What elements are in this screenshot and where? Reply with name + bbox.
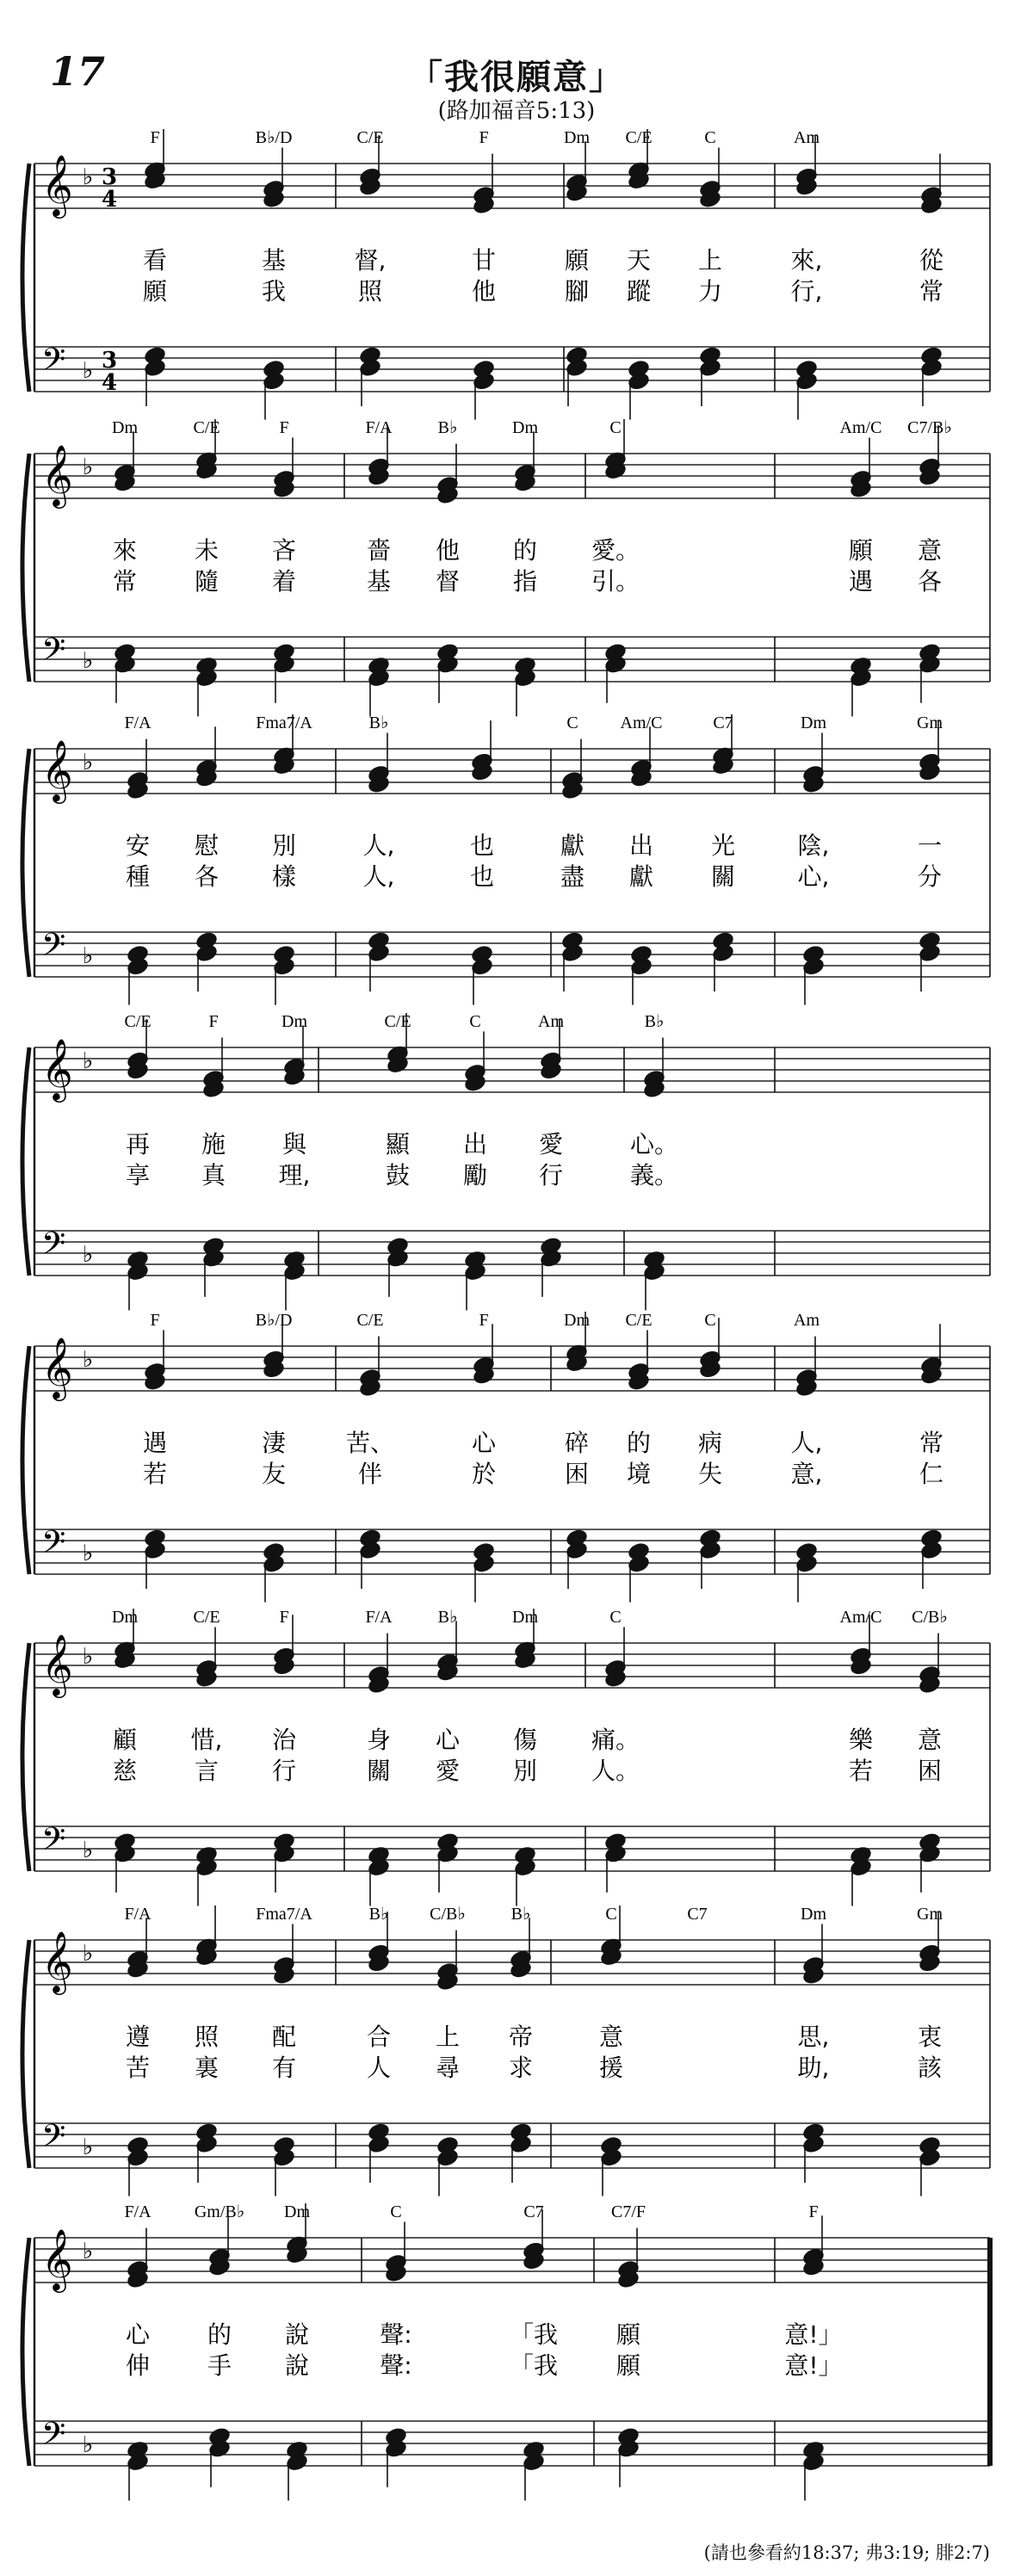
- lyric-verse1: 的: [512, 536, 538, 565]
- lyric-verse1: 心。: [629, 1130, 679, 1158]
- lyric-verse1: 意: [598, 2023, 624, 2051]
- lyric-verse2: 聲:: [380, 2351, 412, 2380]
- lyric-verse2: 鼓: [385, 1161, 411, 1189]
- lyric-verse2: 別: [512, 1757, 538, 1785]
- chord-symbol: B♭: [368, 713, 389, 732]
- lyric-verse2: 關: [366, 1757, 392, 1785]
- lyric-verse2: 隨: [194, 567, 220, 596]
- lyric-verse1: 天: [626, 246, 652, 275]
- lyric-verse1: 愛。: [591, 536, 640, 565]
- chord-symbol: F: [479, 128, 489, 147]
- lyric-verse2: 勵: [462, 1161, 488, 1189]
- lyric-verse1: 上: [435, 2023, 461, 2051]
- chord-symbol: F: [150, 1311, 160, 1330]
- lyric-verse2: 各: [194, 862, 220, 891]
- lyric-verse1: 意: [917, 1726, 943, 1754]
- lyric-verse1: 顧: [112, 1726, 138, 1754]
- flat-key-icon: ♭: [83, 1838, 94, 1863]
- lyric-verse1: 治: [271, 1726, 297, 1754]
- lyric-verse1: 從: [919, 246, 944, 275]
- lyric-verse1: 再: [125, 1130, 151, 1158]
- chord-symbol: C7: [687, 1905, 708, 1924]
- time-signature: 3: [102, 348, 118, 374]
- lyric-verse2: 樣: [271, 862, 297, 891]
- lyric-verse1: 說: [284, 2320, 310, 2349]
- lyric-verse1: 帝: [508, 2023, 534, 2051]
- lyric-verse2: 手: [207, 2351, 232, 2380]
- lyric-verse2: 着: [271, 567, 297, 596]
- chord-symbol: Fma7/A: [256, 713, 312, 732]
- lyric-verse2: 仁: [919, 1460, 944, 1488]
- lyric-verse2: 境: [626, 1460, 652, 1488]
- lyric-verse1: 來,: [790, 246, 823, 275]
- time-signature: 3: [102, 164, 118, 190]
- chord-symbol: F: [808, 2202, 819, 2221]
- chord-symbol: Dm: [564, 128, 590, 147]
- chord-symbol: Dm: [801, 1905, 826, 1924]
- lyric-verse2: 腳: [564, 277, 590, 306]
- lyric-verse2: 「我: [509, 2351, 559, 2380]
- flat-key-icon: ♭: [83, 1242, 94, 1268]
- lyric-verse1: 碎: [564, 1429, 590, 1457]
- lyric-verse1: 未: [194, 536, 220, 565]
- bass-clef-icon: 𝄢: [41, 927, 66, 971]
- lyric-verse2: 義。: [629, 1161, 679, 1189]
- chord-symbol: B♭: [437, 1608, 458, 1627]
- lyric-verse1: 人,: [362, 831, 395, 860]
- chord-symbol: F: [279, 1608, 289, 1627]
- system-brace: [22, 1643, 29, 1871]
- flat-key-icon: ♭: [83, 2432, 94, 2458]
- chord-symbol: C7/B♭: [907, 418, 952, 437]
- chord-symbol: Dm: [512, 1608, 538, 1627]
- treble-clef-icon: 𝄞: [41, 443, 73, 506]
- lyric-verse2: 常: [112, 567, 138, 596]
- flat-key-icon: ♭: [83, 943, 94, 969]
- chord-symbol: C: [704, 1311, 716, 1330]
- lyric-verse1: 惜,: [190, 1726, 223, 1754]
- chord-symbol: Dm: [564, 1311, 590, 1330]
- chord-symbol: F/A: [365, 1608, 393, 1627]
- chord-symbol: B♭: [437, 418, 458, 437]
- chord-symbol: C/B♭: [912, 1608, 948, 1627]
- lyric-verse1: 他: [435, 536, 461, 565]
- lyric-verse2: 伴: [357, 1460, 383, 1488]
- flat-key-icon: ♭: [83, 1941, 94, 1967]
- lyric-verse2: 關: [710, 862, 736, 891]
- lyric-verse1: 的: [207, 2320, 232, 2349]
- chord-symbol: B♭/D: [255, 1311, 293, 1330]
- chord-symbol: C: [609, 418, 622, 437]
- lyric-verse2: 引。: [591, 567, 640, 596]
- lyric-verse1: 遵: [125, 2023, 151, 2051]
- lyric-verse1: 光: [710, 831, 736, 860]
- lyric-verse1: 上: [697, 246, 723, 275]
- lyric-verse1: 吝: [271, 536, 297, 565]
- chord-symbol: C: [566, 713, 578, 732]
- cross-references: (請也參看約18:37; 弗3:19; 腓2:7): [703, 2542, 990, 2563]
- lyric-verse2: 說: [284, 2351, 310, 2380]
- chord-symbol: Gm: [917, 1905, 943, 1924]
- lyric-verse1: 「我: [509, 2320, 559, 2349]
- lyric-verse1: 衷: [917, 2023, 943, 2051]
- lyric-verse2: 指: [512, 567, 538, 596]
- treble-clef-icon: 𝄞: [41, 153, 73, 216]
- chord-symbol: C/E: [193, 1608, 220, 1627]
- lyric-verse2: 各: [917, 567, 943, 596]
- chord-symbol: Dm: [801, 713, 826, 732]
- flat-key-icon: ♭: [83, 1644, 94, 1670]
- system-brace: [22, 2238, 29, 2466]
- flat-key-icon: ♭: [83, 2239, 94, 2264]
- lyric-verse2: 人: [366, 2054, 392, 2082]
- chord-symbol: Dm: [512, 418, 538, 437]
- chord-symbol: C/E: [625, 128, 653, 147]
- lyric-verse1: 心: [471, 1429, 497, 1457]
- flat-key-icon: ♭: [83, 2134, 94, 2160]
- flat-key-icon: ♭: [83, 164, 94, 190]
- chord-symbol: Dm: [281, 1012, 307, 1031]
- treble-clef-icon: 𝄞: [41, 1037, 73, 1100]
- lyric-verse2: 行: [538, 1161, 564, 1189]
- chord-symbol: C/B♭: [430, 1905, 466, 1924]
- lyric-verse2: 常: [919, 277, 944, 306]
- lyric-verse2: 困: [564, 1460, 590, 1488]
- lyric-verse1: 施: [201, 1130, 226, 1158]
- chord-symbol: Gm: [917, 713, 943, 732]
- chord-symbol: F: [208, 1012, 219, 1031]
- flat-key-icon: ♭: [83, 750, 94, 775]
- system-brace: [22, 1047, 29, 1276]
- time-signature: 4: [102, 187, 118, 213]
- lyric-verse1: 意: [917, 536, 943, 565]
- bass-clef-icon: 𝄢: [41, 342, 66, 386]
- lyric-verse1: 願: [564, 246, 590, 275]
- lyric-verse1: 督,: [354, 246, 387, 275]
- lyric-verse1: 樂: [848, 1726, 874, 1754]
- treble-clef-icon: 𝄞: [41, 1930, 73, 1992]
- bass-clef-icon: 𝄢: [41, 2118, 66, 2162]
- time-signature: 4: [102, 370, 118, 396]
- system-brace: [22, 1346, 29, 1574]
- chord-symbol: C7: [523, 2202, 544, 2221]
- flat-key-icon: ♭: [83, 648, 94, 674]
- bass-clef-icon: 𝄢: [41, 632, 66, 676]
- lyric-verse2: 裏: [194, 2054, 220, 2082]
- lyric-verse1: 顯: [385, 1130, 411, 1158]
- lyric-verse2: 若: [142, 1460, 168, 1488]
- lyric-verse1: 愛: [538, 1130, 564, 1158]
- lyric-verse2: 若: [848, 1757, 874, 1785]
- lyric-verse2: 照: [357, 277, 383, 306]
- lyric-verse2: 伸: [125, 2351, 151, 2380]
- treble-clef-icon: 𝄞: [41, 1633, 73, 1696]
- chord-symbol: Dm: [284, 2202, 310, 2221]
- lyric-verse1: 陰,: [797, 831, 830, 860]
- lyric-verse2: 意!」: [784, 2351, 843, 2380]
- flat-key-icon: ♭: [83, 454, 94, 480]
- lyric-verse1: 基: [261, 246, 287, 275]
- chord-symbol: C/E: [193, 418, 220, 437]
- system-brace: [22, 1940, 29, 2168]
- chord-symbol: F/A: [124, 713, 152, 732]
- chord-symbol: B♭: [644, 1012, 665, 1031]
- chord-symbol: C7/F: [610, 2202, 646, 2221]
- lyric-verse2: 尋: [435, 2054, 461, 2082]
- chord-symbol: Fma7/A: [256, 1905, 312, 1924]
- lyric-verse1: 願: [615, 2320, 641, 2349]
- lyric-verse2: 盡: [560, 862, 585, 891]
- lyric-verse2: 友: [261, 1460, 287, 1488]
- lyric-verse2: 援: [598, 2054, 624, 2082]
- lyric-verse2: 慈: [112, 1757, 138, 1785]
- chord-symbol: B♭: [510, 1905, 531, 1924]
- treble-clef-icon: 𝄞: [41, 2227, 73, 2290]
- lyric-verse1: 安: [125, 831, 151, 860]
- chord-symbol: C: [469, 1012, 481, 1031]
- lyric-verse1: 人,: [790, 1429, 823, 1457]
- lyric-verse1: 出: [628, 831, 654, 860]
- chord-symbol: F: [479, 1311, 489, 1330]
- lyric-verse2: 理,: [278, 1161, 311, 1189]
- lyric-verse2: 我: [261, 277, 287, 306]
- bass-clef-icon: 𝄢: [41, 2416, 66, 2460]
- lyric-verse1: 淒: [261, 1429, 287, 1457]
- lyric-verse1: 來: [112, 536, 138, 565]
- lyric-verse2: 願: [142, 277, 168, 306]
- system-brace: [22, 749, 29, 977]
- lyric-verse1: 獻: [560, 831, 585, 860]
- treble-clef-icon: 𝄞: [41, 738, 73, 801]
- chord-symbol: F/A: [365, 418, 393, 437]
- lyric-verse2: 督: [435, 567, 461, 596]
- lyric-verse1: 身: [366, 1726, 392, 1754]
- lyric-verse2: 言: [194, 1757, 220, 1785]
- lyric-verse1: 別: [271, 831, 297, 860]
- lyric-verse1: 意!」: [784, 2320, 843, 2349]
- lyric-verse1: 痛。: [591, 1726, 640, 1754]
- flat-key-icon: ♭: [83, 1347, 94, 1373]
- chord-symbol: Dm: [112, 1608, 138, 1627]
- chord-symbol: F/A: [124, 2202, 152, 2221]
- lyric-verse2: 人,: [362, 862, 395, 891]
- lyric-verse1: 願: [848, 536, 874, 565]
- lyric-verse2: 困: [917, 1757, 943, 1785]
- lyric-verse1: 與: [281, 1130, 307, 1158]
- lyric-verse2: 心,: [797, 862, 830, 891]
- chord-symbol: Am/C: [839, 418, 882, 437]
- lyric-verse2: 求: [508, 2054, 534, 2082]
- lyric-verse2: 苦: [125, 2054, 151, 2082]
- chord-symbol: B♭: [368, 1905, 389, 1924]
- lyric-verse1: 也: [469, 831, 495, 860]
- lyric-verse1: 照: [194, 2023, 220, 2051]
- chord-symbol: C/E: [356, 1311, 384, 1330]
- lyric-verse2: 享: [125, 1161, 151, 1189]
- lyric-verse2: 意,: [790, 1460, 823, 1488]
- lyric-verse2: 也: [469, 862, 495, 891]
- lyric-verse1: 遇: [142, 1429, 168, 1457]
- chord-symbol: Gm/B♭: [194, 2202, 245, 2221]
- lyric-verse2: 失: [697, 1460, 723, 1488]
- lyric-verse2: 力: [697, 277, 723, 306]
- chord-symbol: Dm: [112, 418, 138, 437]
- chord-symbol: Am: [794, 128, 820, 147]
- lyric-verse2: 他: [471, 277, 497, 306]
- lyric-verse1: 心: [435, 1726, 461, 1754]
- lyric-verse1: 慰: [194, 831, 220, 860]
- flat-key-icon: ♭: [83, 1048, 94, 1074]
- chord-symbol: C: [605, 1905, 617, 1924]
- lyric-verse1: 聲:: [380, 2320, 412, 2349]
- lyric-verse2: 行,: [790, 277, 823, 306]
- chord-symbol: C: [704, 128, 716, 147]
- lyric-verse2: 獻: [628, 862, 654, 891]
- lyric-verse1: 苦、: [345, 1429, 395, 1457]
- lyric-verse2: 種: [125, 862, 151, 891]
- system-brace: [22, 164, 29, 392]
- chord-symbol: C: [390, 2202, 402, 2221]
- chord-symbol: C7: [713, 713, 733, 732]
- chord-symbol: C/E: [384, 1012, 411, 1031]
- lyric-verse2: 分: [917, 862, 943, 891]
- flat-key-icon: ♭: [83, 1541, 94, 1566]
- lyric-verse1: 病: [697, 1429, 723, 1457]
- lyric-verse2: 有: [271, 2054, 297, 2082]
- lyric-verse2: 基: [366, 567, 392, 596]
- lyric-verse1: 看: [142, 246, 168, 275]
- lyric-verse2: 真: [201, 1161, 226, 1189]
- chord-symbol: Am: [538, 1012, 564, 1031]
- chord-symbol: Am/C: [839, 1608, 882, 1627]
- chord-symbol: Am: [794, 1311, 820, 1330]
- chord-symbol: F/A: [124, 1905, 152, 1924]
- lyric-verse2: 遇: [848, 567, 874, 596]
- bass-clef-icon: 𝄢: [41, 1226, 66, 1269]
- lyric-verse1: 的: [626, 1429, 652, 1457]
- chord-symbol: C: [609, 1608, 622, 1627]
- lyric-verse1: 思,: [797, 2023, 830, 2051]
- lyric-verse2: 該: [917, 2054, 943, 2082]
- chord-symbol: B♭/D: [255, 128, 293, 147]
- hymn-title: 「我很願意」: [408, 57, 625, 97]
- lyric-verse1: 心: [125, 2320, 151, 2349]
- lyric-verse1: 甘: [471, 246, 497, 275]
- system-brace: [22, 454, 29, 682]
- lyric-verse2: 於: [471, 1460, 497, 1488]
- lyric-verse1: 嗇: [366, 536, 392, 565]
- chord-symbol: F: [150, 128, 160, 147]
- chord-symbol: Am/C: [620, 713, 663, 732]
- hymn-number: 17: [50, 48, 106, 95]
- lyric-verse1: 常: [919, 1429, 944, 1457]
- lyric-verse1: 一: [917, 831, 943, 860]
- bass-clef-icon: 𝄢: [41, 1821, 66, 1865]
- lyric-verse1: 合: [366, 2023, 392, 2051]
- treble-clef-icon: 𝄞: [41, 1336, 73, 1399]
- chord-symbol: F: [279, 418, 289, 437]
- flat-key-icon: ♭: [83, 358, 94, 384]
- lyric-verse2: 願: [615, 2351, 641, 2380]
- bass-clef-icon: 𝄢: [41, 1524, 66, 1568]
- lyric-verse1: 出: [462, 1130, 488, 1158]
- chord-symbol: C/E: [625, 1311, 653, 1330]
- chord-symbol: C/E: [356, 128, 384, 147]
- lyric-verse2: 人。: [591, 1757, 640, 1785]
- lyric-verse2: 助,: [797, 2054, 830, 2082]
- lyric-verse2: 愛: [435, 1757, 461, 1785]
- lyric-verse1: 傷: [512, 1726, 538, 1754]
- lyric-verse1: 配: [271, 2023, 297, 2051]
- lyric-verse2: 行: [271, 1757, 297, 1785]
- scripture-reference: (路加福音5:13): [437, 98, 596, 124]
- chord-symbol: C/E: [124, 1012, 152, 1031]
- lyric-verse2: 蹤: [626, 277, 652, 306]
